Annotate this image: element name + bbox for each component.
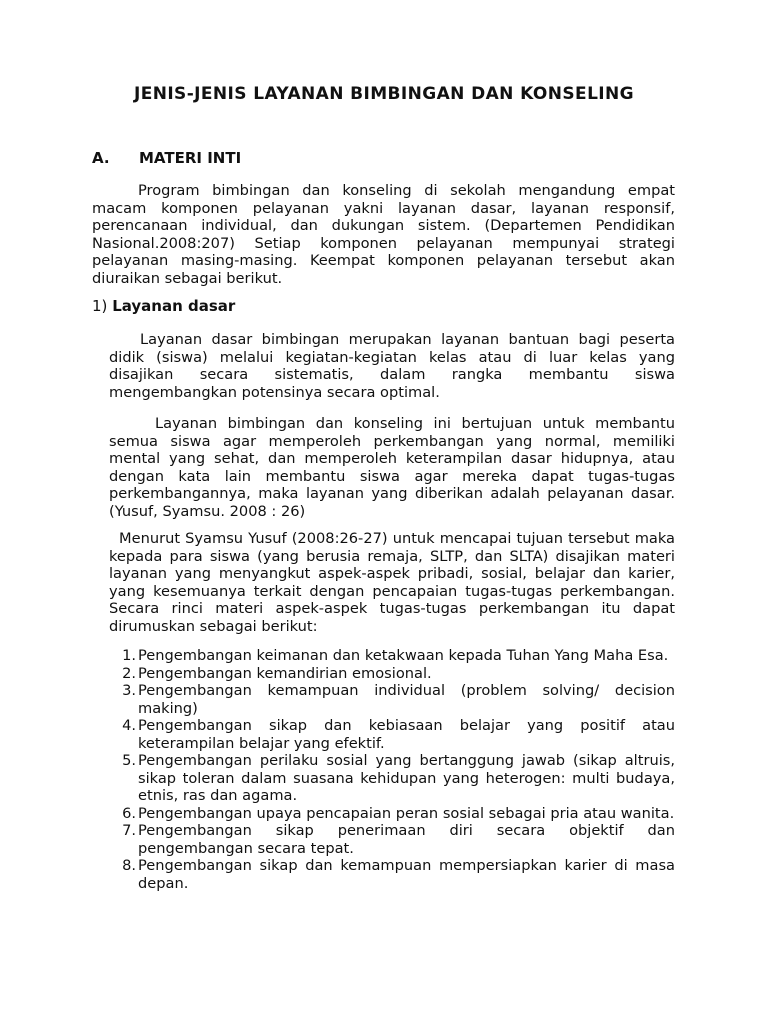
list-item [92, 822, 675, 857]
list-item [92, 647, 675, 665]
list-item-number: 6. [122, 804, 136, 822]
list-item [92, 682, 675, 717]
list-item [92, 717, 675, 752]
list-item-text: Pengembangan keimanan dan ketakwaan kepada Tuhan Yang Maha Esa. [138, 647, 669, 664]
list-item-text: Pengembangan perilaku sosial yang bertanggung jawab (sikap altruis, sikap toleran dalam suasana kehidupan yang heterogen: multi budaya, etnis, ras dan agama. [138, 752, 675, 804]
subsection-number: 1) [92, 297, 108, 315]
list-item-number: 4. [122, 717, 136, 734]
intro-paragraph: Program bimbingan dan konseling di sekolah mengandung empat macam komponen pelayanan yakni layanan dasar, layanan responsif, perencanaan individual, dan dukungan sistem. (Departemen Pendidikan Nasional.2008:207) Setiap komponen pelayanan mempunyai strategi pelayanan masing-masing. Keempat komponen pelayanan tersebut akan diuraikan sebagai berikut. [92, 182, 675, 287]
list-item [92, 665, 675, 683]
paragraph-materi: Menurut Syamsu Yusuf (2008:26-27) untuk mencapai tujuan tersebut maka kepada para siswa (yang berusia remaja, SLTP, dan SLTA) disajikan materi layanan yang menyangkut aspek-aspek pribadi, sosial, belajar dan karier, yang kesemuanya terkait dengan pencapaian tugas-tugas perkembangan. Secara rinci materi aspek-aspek tugas-tugas perkembangan itu dapat dirumuskan sebagai berikut: [109, 530, 675, 635]
subsection-heading [92, 298, 235, 316]
document-title: JENIS-JENIS LAYANAN BIMBINGAN DAN KONSELING [133, 84, 635, 104]
list-item-number: 7. [122, 822, 136, 839]
list-item-number: 8. [122, 857, 136, 874]
list-item-text: Pengembangan sikap dan kemampuan mempersiapkan karier di masa depan. [138, 857, 675, 892]
list-item-text: Pengembangan sikap penerimaan diri secara objektif dan pengembangan secara tepat. [138, 822, 675, 857]
list-item-number: 1. [122, 647, 136, 664]
list-item [92, 752, 675, 805]
list-item-number: 2. [122, 664, 136, 682]
section-number: A. [92, 149, 110, 167]
subsection-title: Layanan dasar [112, 297, 236, 315]
list-item-text: Pengembangan upaya pencapaian peran sosial sebagai pria atau wanita. [138, 804, 675, 822]
paragraph-tujuan: Layanan bimbingan dan konseling ini bertujuan untuk membantu semua siswa agar memperoleh perkembangan yang normal, memiliki mental yang sehat, dan memperoleh keterampilan dasar hidupnya, atau dengan kata lain membantu siswa agar mereka dapat tugas-tugas perkembangannya, maka layanan yang diberikan adalah pelayanan dasar. (Yusuf, Syamsu. 2008 : 26) [109, 415, 675, 520]
paragraph-layanan-dasar: Layanan dasar bimbingan merupakan layanan bantuan bagi peserta didik (siswa) melalui kegiatan-kegiatan kelas atau di luar kelas yang disajikan secara sistematis, dalam rangka membantu siswa mengembangkan potensinya secara optimal. [109, 331, 675, 401]
list-item [92, 805, 675, 823]
list-item-number: 5. [122, 752, 136, 769]
section-heading [92, 150, 241, 168]
list-item-number: 3. [122, 682, 136, 699]
development-task-list [92, 647, 675, 892]
list-item-text: Pengembangan kemampuan individual (problem solving/ decision making) [138, 682, 675, 717]
list-item [92, 857, 675, 892]
section-title: MATERI INTI [139, 149, 242, 167]
list-item-text: Pengembangan sikap dan kebiasaan belajar yang positif atau keterampilan belajar yang efektif. [138, 717, 675, 752]
list-item-text: Pengembangan kemandirian emosional. [138, 664, 432, 682]
